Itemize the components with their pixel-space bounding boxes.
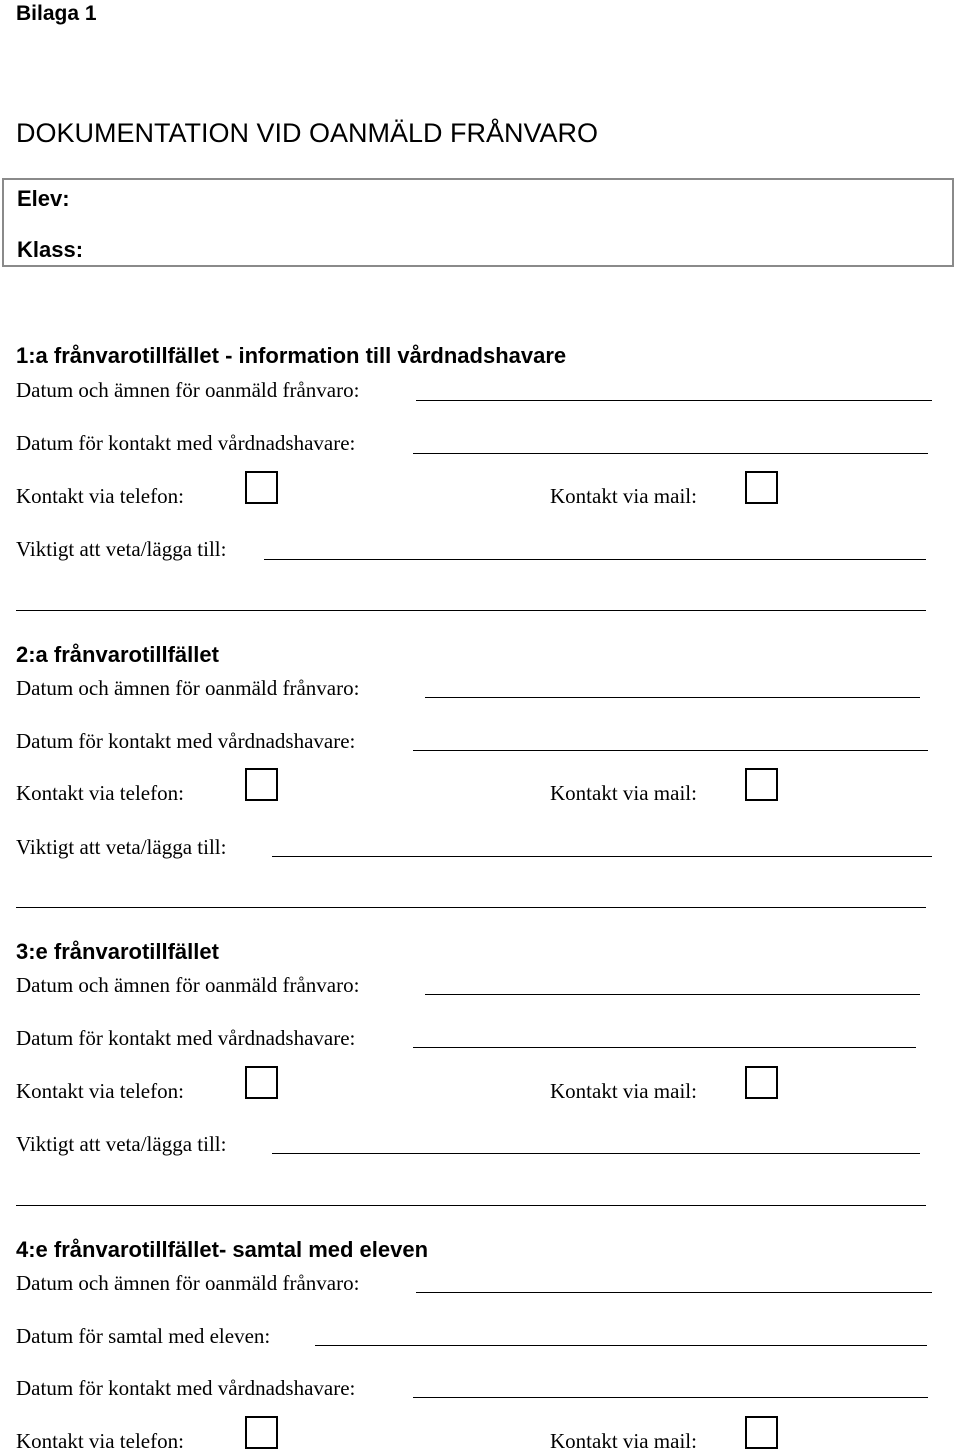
section-2-guardian-contact-label: Datum för kontakt med vårdnadshavare:: [16, 729, 356, 753]
section-4-heading: 4:e frånvarotillfället- samtal med eleven: [16, 1237, 429, 1262]
section-4-mail-label: Kontakt via mail:: [550, 1429, 697, 1453]
section-3-absence-line[interactable]: [425, 994, 920, 995]
section-1-notes-line[interactable]: [264, 559, 926, 560]
section-2-notes-extra-line[interactable]: [16, 907, 926, 908]
section-3-phone-label: Kontakt via telefon:: [16, 1079, 184, 1103]
section-1-heading: 1:a frånvarotillfället - information till vårdnadshavare: [16, 343, 567, 368]
section-2-notes-line[interactable]: [272, 856, 932, 857]
section-3-absence-label: Datum och ämnen för oanmäld frånvaro:: [16, 973, 360, 997]
section-2-notes-label: Viktigt att veta/lägga till:: [16, 835, 227, 859]
student-label: Elev:: [17, 186, 70, 211]
class-label: Klass:: [17, 237, 84, 262]
section-2-phone-label: Kontakt via telefon:: [16, 781, 184, 805]
section-4-absence-label: Datum och ämnen för oanmäld frånvaro:: [16, 1271, 360, 1295]
section-1-guardian-contact-label: Datum för kontakt med vårdnadshavare:: [16, 431, 356, 455]
section-4-phone-checkbox[interactable]: [245, 1416, 278, 1449]
section-1-phone-checkbox[interactable]: [245, 471, 278, 504]
section-2-phone-checkbox[interactable]: [245, 768, 278, 801]
section-2-guardian-contact-line[interactable]: [413, 750, 928, 751]
section-1-phone-label: Kontakt via telefon:: [16, 484, 184, 508]
section-1-notes-label: Viktigt att veta/lägga till:: [16, 537, 227, 561]
section-4-student-talk-line[interactable]: [315, 1345, 927, 1346]
section-2-mail-checkbox[interactable]: [745, 768, 778, 801]
section-4-phone-label: Kontakt via telefon:: [16, 1429, 184, 1453]
section-1-mail-label: Kontakt via mail:: [550, 484, 697, 508]
section-4-student-talk-label: Datum för samtal med eleven:: [16, 1324, 271, 1348]
section-3-notes-line[interactable]: [272, 1153, 920, 1154]
section-1-absence-line[interactable]: [416, 400, 932, 401]
section-1-mail-checkbox[interactable]: [745, 471, 778, 504]
section-2-mail-label: Kontakt via mail:: [550, 781, 697, 805]
section-4-absence-line[interactable]: [416, 1292, 932, 1293]
section-3-mail-label: Kontakt via mail:: [550, 1079, 697, 1103]
document-title: DOKUMENTATION VID OANMÄLD FRÅNVARO: [16, 118, 599, 148]
section-1-guardian-contact-line[interactable]: [413, 453, 928, 454]
section-2-absence-line[interactable]: [425, 697, 920, 698]
section-4-guardian-contact-line[interactable]: [413, 1397, 928, 1398]
student-info-box: [2, 178, 954, 267]
section-1-absence-label: Datum och ämnen för oanmäld frånvaro:: [16, 378, 360, 402]
section-3-guardian-contact-label: Datum för kontakt med vårdnadshavare:: [16, 1026, 356, 1050]
section-2-heading: 2:a frånvarotillfället: [16, 642, 219, 667]
section-2-absence-label: Datum och ämnen för oanmäld frånvaro:: [16, 676, 360, 700]
section-1-notes-extra-line[interactable]: [16, 610, 926, 611]
section-4-mail-checkbox[interactable]: [745, 1416, 778, 1449]
section-3-guardian-contact-line[interactable]: [413, 1047, 916, 1048]
section-4-guardian-contact-label: Datum för kontakt med vårdnadshavare:: [16, 1376, 356, 1400]
section-3-phone-checkbox[interactable]: [245, 1066, 278, 1099]
section-3-notes-label: Viktigt att veta/lägga till:: [16, 1132, 227, 1156]
section-3-mail-checkbox[interactable]: [745, 1066, 778, 1099]
annex-label: Bilaga 1: [16, 2, 97, 25]
section-3-notes-extra-line[interactable]: [16, 1205, 926, 1206]
section-3-heading: 3:e frånvarotillfället: [16, 939, 219, 964]
